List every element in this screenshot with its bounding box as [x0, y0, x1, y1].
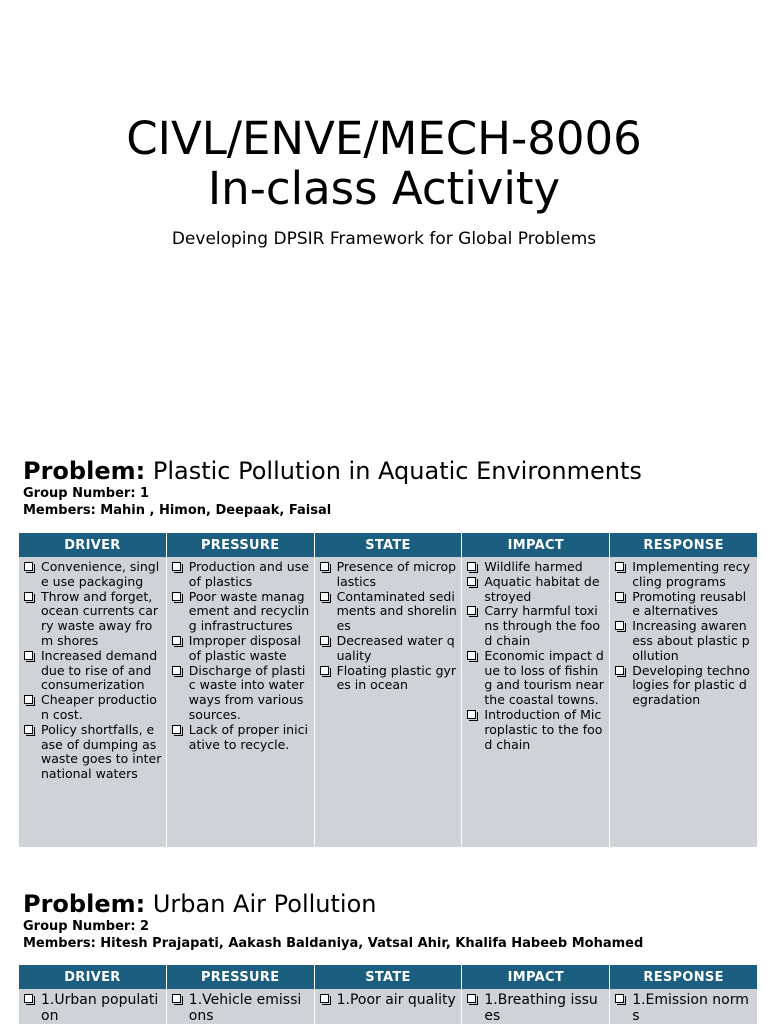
problem-heading [23, 457, 642, 485]
checkbox-bullet-icon [467, 651, 476, 660]
checkbox-bullet-icon [24, 651, 33, 660]
checkbox-bullet-icon [615, 666, 624, 675]
checkbox-bullet-icon [467, 606, 476, 615]
list-item: Decreased water quality [318, 634, 458, 664]
header-driver: DRIVER [19, 965, 167, 989]
header-pressure: PRESSURE [166, 965, 314, 989]
header-pressure: PRESSURE [166, 533, 314, 557]
list-item: Increased demand due to rise of and consumerization [22, 649, 162, 693]
checkbox-bullet-icon [320, 562, 329, 571]
checkbox-bullet-icon [172, 666, 181, 675]
checkbox-bullet-icon [172, 562, 181, 571]
table-header-row [19, 533, 758, 557]
checkbox-bullet-icon [615, 621, 624, 630]
checkbox-bullet-icon [24, 592, 33, 601]
list-item: Presence of microplastics [318, 560, 458, 590]
list-item: Increasing awareness about plastic pollution [613, 619, 753, 663]
checkbox-bullet-icon [24, 562, 33, 571]
list-item: Introduction of Microplastic to the food chain [465, 708, 605, 752]
problem-title: Urban Air Pollution [152, 890, 377, 918]
header-impact: IMPACT [462, 965, 610, 989]
list-item: Poor waste management and recycling infrastructures [170, 590, 310, 634]
list-item: Aquatic habitat destroyed [465, 575, 605, 605]
list-item: Policy shortfalls, ease of dumping as waste goes to international waters [22, 723, 162, 782]
cell-pressure [166, 557, 314, 847]
list-item: 1.Breathing issues [465, 992, 605, 1024]
cell-driver [19, 557, 167, 847]
list-item: Lack of proper iniciative to recycle. [170, 723, 310, 753]
cell-impact [462, 557, 610, 847]
checkbox-bullet-icon [320, 636, 329, 645]
activity-title: In-class Activity [207, 162, 561, 215]
dpsir-table [18, 965, 758, 1024]
checkbox-bullet-icon [615, 592, 624, 601]
list-item: 1.Urban population [22, 992, 162, 1024]
problem-label: Problem: [23, 457, 146, 485]
group-number: Group Number: 1 [23, 486, 150, 501]
cell-impact [462, 989, 610, 1024]
checkbox-bullet-icon [172, 592, 181, 601]
course-title [0, 114, 768, 214]
members: Members: Hitesh Prajapati, Aakash Baldaniya, Vatsal Ahir, Khalifa Habeeb Mohamed [23, 936, 644, 951]
cell-state [314, 989, 462, 1024]
list-item: Developing technologies for plastic degradation [613, 664, 753, 708]
checkbox-bullet-icon [467, 577, 476, 586]
cell-pressure [166, 989, 314, 1024]
header-impact: IMPACT [462, 533, 610, 557]
cell-driver [19, 989, 167, 1024]
list-item: Economic impact due to loss of fishing and tourism near the coastal towns. [465, 649, 605, 708]
header-response: RESPONSE [610, 533, 758, 557]
problem-label: Problem: [23, 890, 146, 918]
checkbox-bullet-icon [467, 562, 476, 571]
checkbox-bullet-icon [172, 725, 181, 734]
list-item: Implementing recycling programs [613, 560, 753, 590]
list-item: Production and use of plastics [170, 560, 310, 590]
problem-heading [23, 890, 376, 918]
checkbox-bullet-icon [24, 695, 33, 704]
list-item: Promoting reusable alternatives [613, 590, 753, 620]
list-item: Contaminated sediments and shorelines [318, 590, 458, 634]
cell-response [610, 989, 758, 1024]
checkbox-bullet-icon [24, 725, 33, 734]
members: Members: Mahin , Himon, Deepaak, Faisal [23, 503, 332, 518]
subtitle: Developing DPSIR Framework for Global Problems [171, 229, 597, 249]
problem-title: Plastic Pollution in Aquatic Environments [152, 457, 642, 485]
checkbox-bullet-icon [615, 994, 624, 1003]
checkbox-bullet-icon [320, 592, 329, 601]
list-item: Throw and forget, ocean currents carry waste away from shores [22, 590, 162, 649]
checkbox-bullet-icon [172, 636, 181, 645]
list-item: Floating plastic gyres in ocean [318, 664, 458, 694]
cell-response [610, 557, 758, 847]
title-slide [0, 0, 768, 440]
checkbox-bullet-icon [615, 562, 624, 571]
list-item: Discharge of plastic waste into waterways from various sources. [170, 664, 310, 723]
list-item: Wildlife harmed [465, 560, 605, 575]
course-code: CIVL/ENVE/MECH-8006 [126, 112, 642, 165]
list-item: 1.Poor air quality [318, 992, 458, 1008]
list-item: Carry harmful toxins through the food chain [465, 604, 605, 648]
table-header-row [19, 965, 758, 989]
checkbox-bullet-icon [172, 994, 181, 1003]
list-item: 1.Emission norms [613, 992, 753, 1024]
group-number: Group Number: 2 [23, 919, 150, 934]
list-item: 1.Vehicle emissions [170, 992, 310, 1024]
list-item: Cheaper production cost. [22, 693, 162, 723]
checkbox-bullet-icon [24, 994, 33, 1003]
list-item: Convenience, single use packaging [22, 560, 162, 590]
header-response: RESPONSE [610, 965, 758, 989]
checkbox-bullet-icon [320, 994, 329, 1003]
dpsir-table [18, 533, 758, 847]
checkbox-bullet-icon [320, 666, 329, 675]
header-state: STATE [314, 965, 462, 989]
header-driver: DRIVER [19, 533, 167, 557]
checkbox-bullet-icon [467, 710, 476, 719]
header-state: STATE [314, 533, 462, 557]
list-item: Improper disposal of plastic waste [170, 634, 310, 664]
table-body-row [19, 557, 758, 847]
checkbox-bullet-icon [467, 994, 476, 1003]
table-body-row [19, 989, 758, 1024]
cell-state [314, 557, 462, 847]
